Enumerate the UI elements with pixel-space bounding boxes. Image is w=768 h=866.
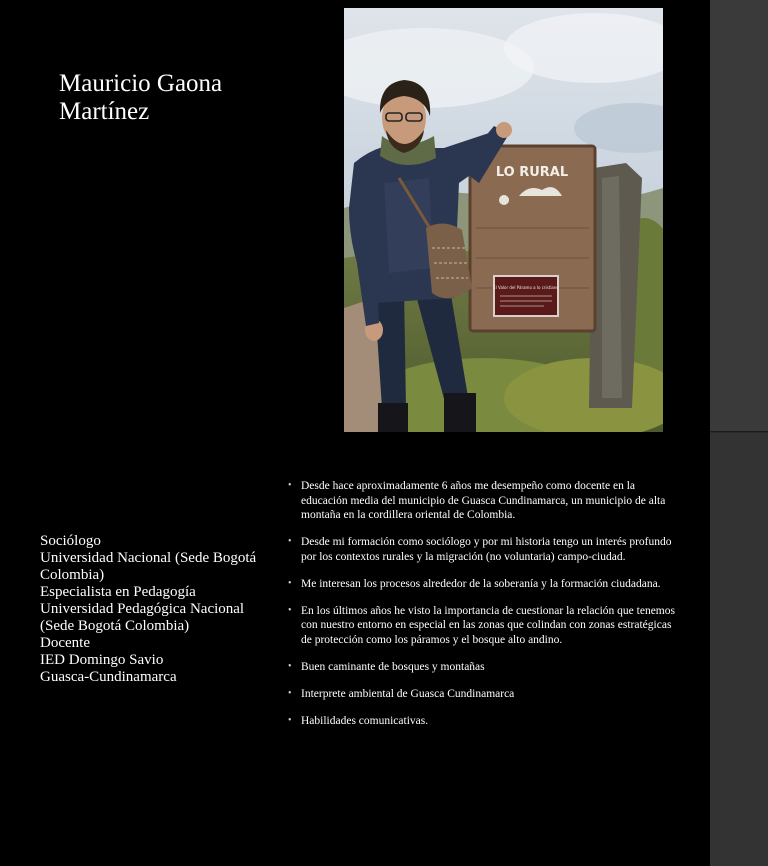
bio-item-text: Me interesan los procesos alrededor de la soberanía y la formación ciudadana. (301, 577, 661, 590)
bio-item (288, 535, 683, 564)
slide-thumbnail-panel-bottom[interactable] (710, 433, 768, 866)
bio-item (288, 714, 683, 729)
bullet-icon: • (288, 604, 292, 616)
bullet-icon: • (288, 687, 292, 699)
bio-item (288, 604, 683, 648)
bio-item-text: Desde mi formación como sociólogo y por mi historia tengo un interés profundo por los contextos rurales y la migración (no voluntaria) campo-ciudad. (301, 536, 672, 563)
credential-item: Guasca-Cundinamarca (40, 669, 177, 685)
bio-item-text: Desde hace aproximadamente 6 años me desempeño como docente en la educación media del municipio de Guasca Cundinamarca, un municipio de alta montaña en la cordillera oriental de Colombia. (301, 480, 666, 521)
credential-item: Sociólogo (40, 533, 101, 549)
profile-name-line2: Martínez (59, 98, 150, 125)
bullet-icon: • (288, 714, 292, 726)
credential-item: Docente (40, 635, 90, 651)
profile-name (59, 70, 319, 126)
bullet-icon: • (288, 536, 292, 547)
bio-item-text: Habilidades comunicativas. (301, 714, 429, 727)
bio-item-text: En los últimos años he visto la importancia de cuestionar la relación que tenemos con nuestro entorno en especial en las zonas que colindan con zonas estratégicas de protección como los páramos y el bosque alto andino. (301, 604, 675, 646)
slide-thumbnail-panel-top[interactable] (710, 0, 768, 432)
bio-item (288, 660, 683, 675)
credential-item: Universidad Pedagógica Nacional (Sede Bogotá Colombia) (40, 601, 245, 634)
plaque-text: El Valor del Páramo a lo cristiano (493, 285, 559, 290)
bio-item (288, 687, 683, 702)
bio-item-text: Buen caminante de bosques y montañas (301, 660, 485, 673)
credential-item: Universidad Nacional (Sede Bogotá Colombia) (40, 550, 257, 583)
bio-item (288, 479, 683, 523)
credential-item: Especialista en Pedagogía (40, 584, 196, 600)
bio-item-text: Interprete ambiental de Guasca Cundinamarca (301, 687, 515, 700)
bullet-icon: • (288, 660, 292, 672)
bio-item (288, 577, 683, 592)
bullet-icon: • (288, 480, 292, 491)
credential-item: IED Domingo Savio (40, 652, 164, 668)
profile-photo (344, 8, 663, 432)
profile-name-line1: Mauricio Gaona (59, 70, 223, 97)
credentials-list (40, 533, 280, 686)
bullet-icon: • (288, 577, 292, 589)
sign-title: LO RURAL (495, 165, 569, 180)
bio-list (288, 479, 683, 741)
